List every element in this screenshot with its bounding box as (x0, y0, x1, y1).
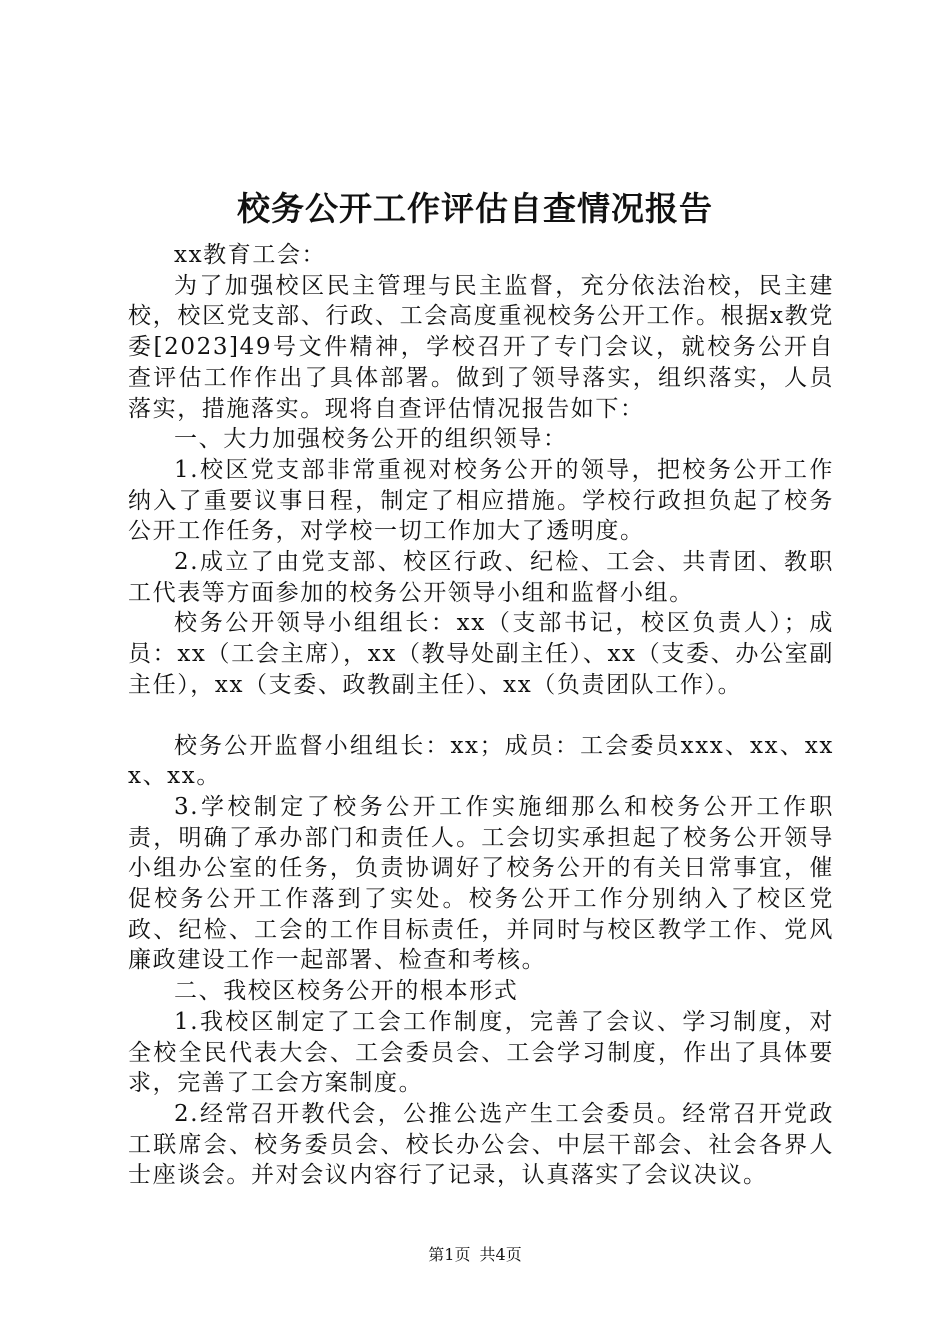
section-heading-1: 一、大力加强校务公开的组织领导： (174, 426, 568, 453)
supervision-group-paragraph: 校务公开监督小组组长：xx；成员：工会委员xxx、xx、xxx、xx。 (128, 732, 834, 790)
section-heading-2: 二、我校区校务公开的根本形式 (174, 978, 519, 1005)
paragraph-1-3: 3.学校制定了校务公开工作实施细那么和校务公开工作职责，明确了承办部门和责任人。工会切实承担起了校务公开领导小组办公室的任务，负责协调好了校务公开的有关日常事宜，催促校务公开工作落到了实处。校务公开工作分别纳入了校区党政、纪检、工会的工作目标责任，并同时与校区教学工作、党风廉政建设工作一起部署、检查和考核。 (128, 793, 834, 974)
page-footer (0, 1244, 950, 1266)
paragraph-2-1: 1.我校区制定了工会工作制度，完善了会议、学习制度，对全校全民代表大会、工会委员会、工会学习制度，作出了具体要求，完善了工会方案制度。 (128, 1008, 834, 1097)
document-title: 校务公开工作评估自查情况报告 (237, 189, 713, 228)
intro-paragraph: 为了加强校区民主管理与民主监督，充分依法治校，民主建校，校区党支部、行政、工会高度重视校务公开工作。根据x教党委[2023]49号文件精神，学校召开了专门会议，就校务公开自查评估工作作出了具体部署。做到了领导落实，组织落实，人员落实，措施落实。现将自查评估情况报告如下： (128, 272, 834, 422)
paragraph-1-1: 1.校区党支部非常重视对校务公开的领导，把校务公开工作纳入了重要议事日程，制定了相应措施。学校行政担负起了校务公开工作任务，对学校一切工作加大了透明度。 (128, 456, 834, 545)
paragraph-1-2: 2.成立了由党支部、校区行政、纪检、工会、共青团、教职工代表等方面参加的校务公开领导小组和监督小组。 (128, 549, 834, 606)
leadership-group-paragraph: 校务公开领导小组组长：xx（支部书记，校区负责人）；成员：xx（工会主席），xx（教导处副主任）、xx（支委、办公室副主任），xx（支委、政教副主任）、xx（负责团队工作）。 (128, 610, 834, 698)
document-body (128, 240, 834, 1191)
page-total: 共4页 (479, 1245, 522, 1264)
salutation: xx教育工会： (174, 242, 327, 268)
paragraph-2-2: 2.经常召开教代会，公推公选产生工会委员。经常召开党政工联席会、校务委员会、校长办公会、中层干部会、社会各界人士座谈会。并对会议内容行了记录，认真落实了会议决议。 (128, 1100, 834, 1189)
page-number: 第1页 (428, 1245, 471, 1264)
